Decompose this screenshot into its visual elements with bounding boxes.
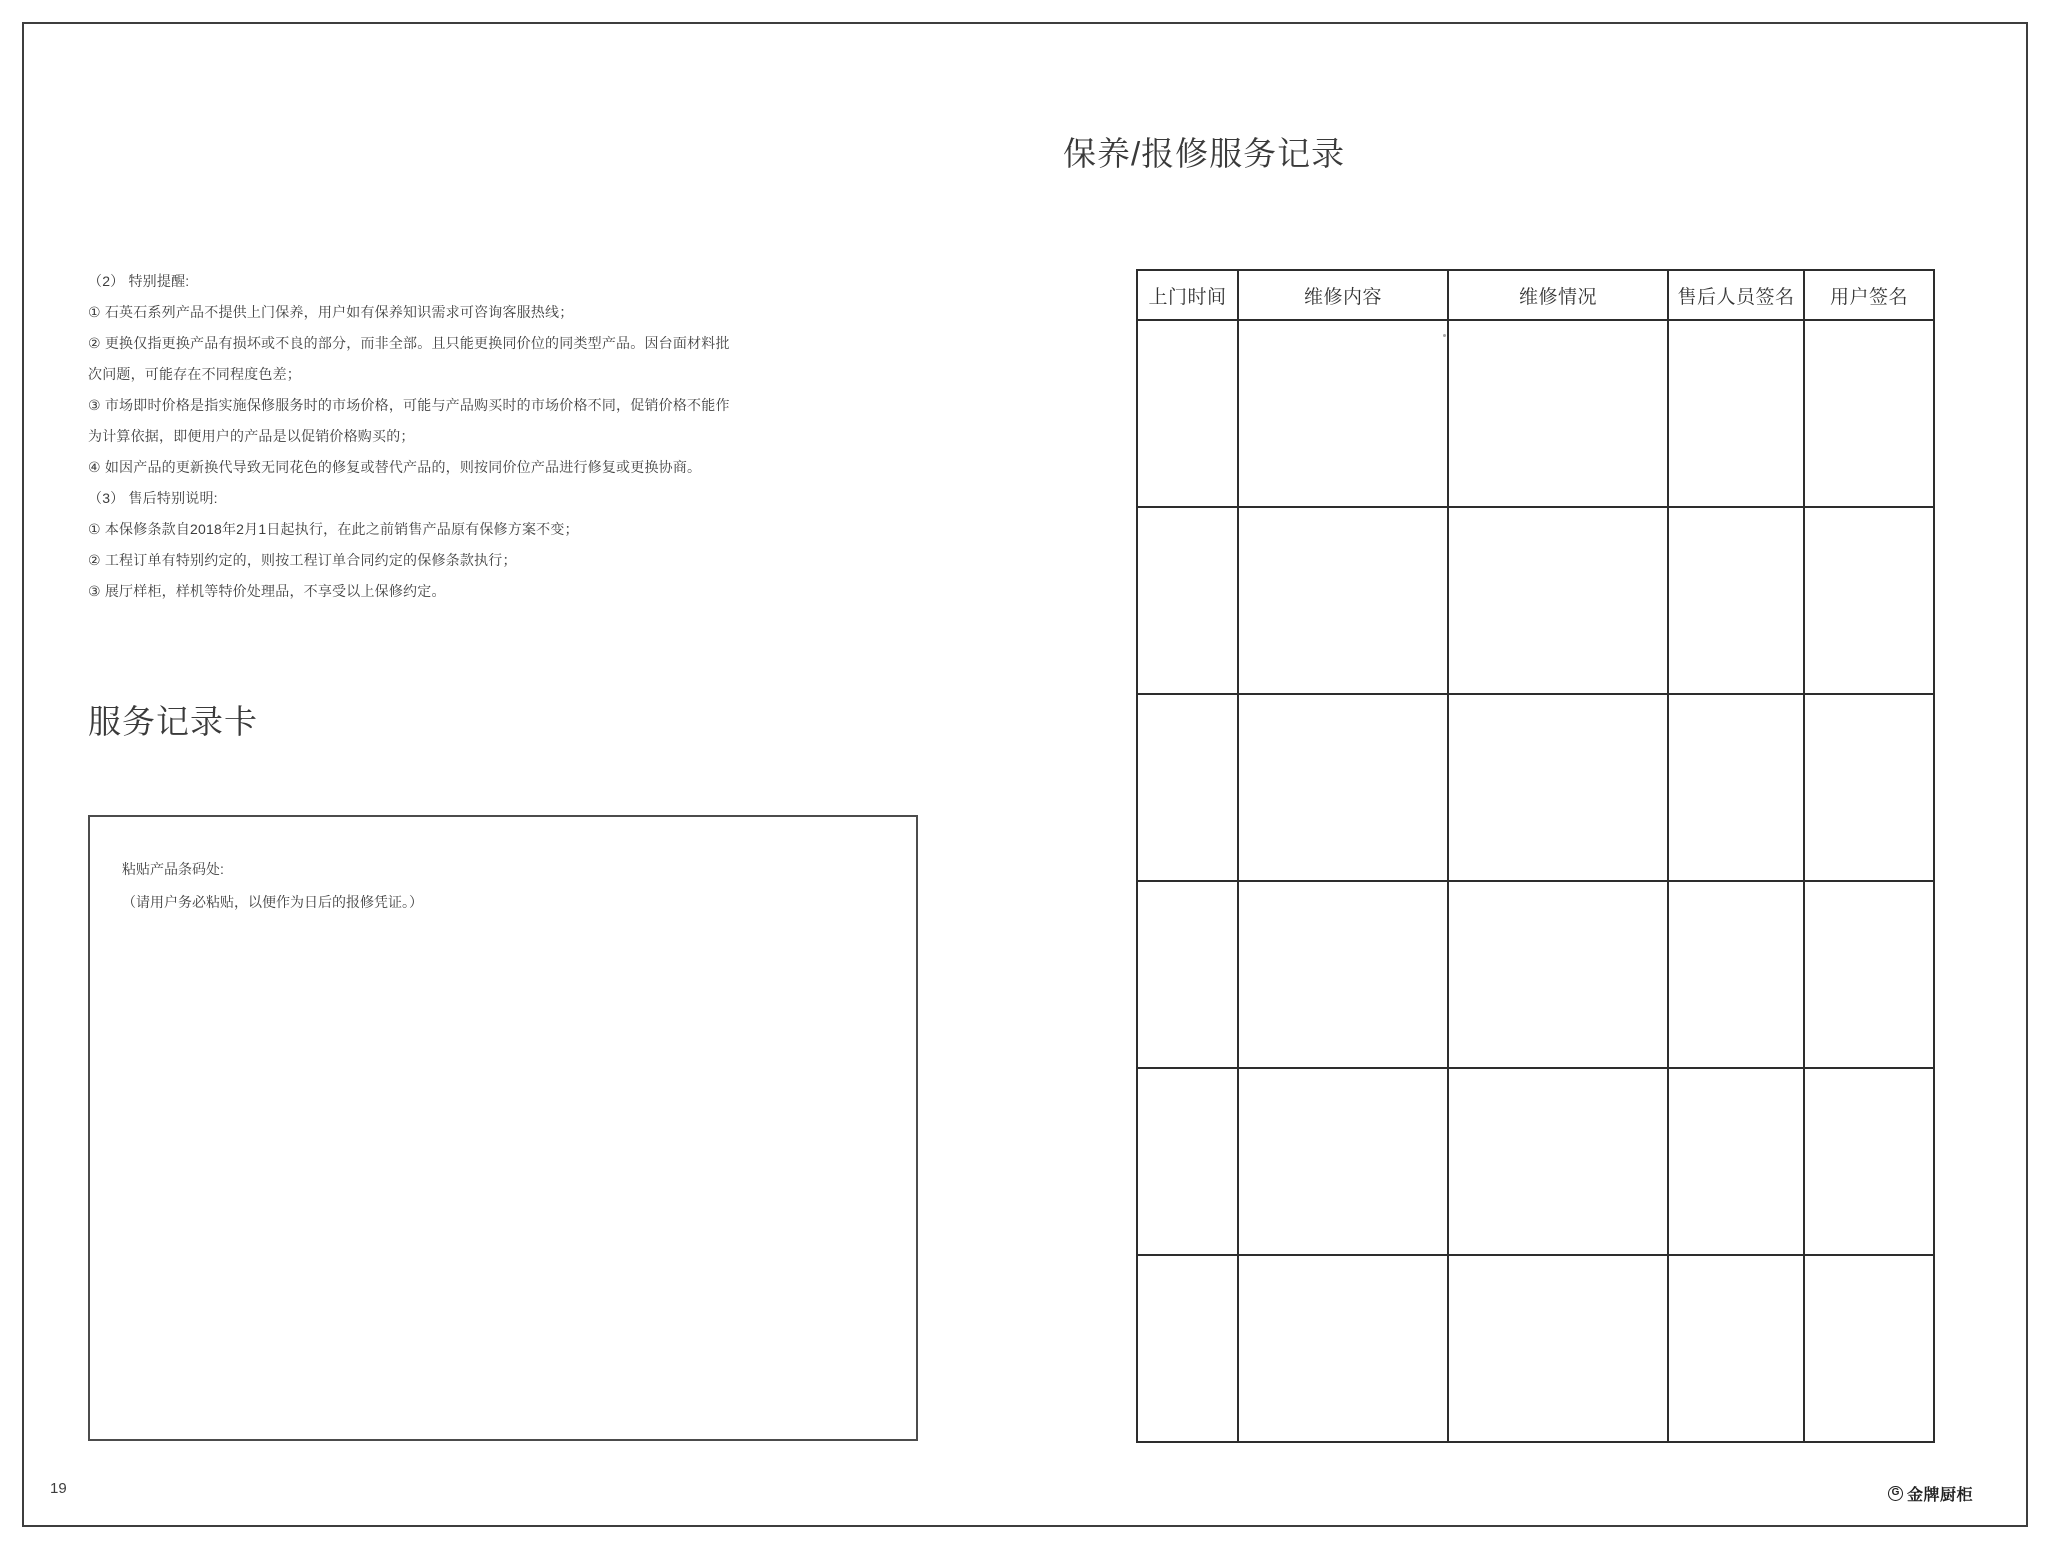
table-cell: [1137, 1255, 1238, 1442]
table-cell: [1804, 1068, 1934, 1255]
note-line: ① 石英石系列产品不提供上门保养，用户如有保养知识需求可咨询客服热线；: [88, 304, 574, 320]
table-cell: [1668, 507, 1804, 694]
column-header-staff-signature: 售后人员签名: [1668, 270, 1804, 320]
table-cell: [1448, 881, 1668, 1068]
brand-monogram-icon: G: [1888, 1486, 1903, 1501]
table-row: [1137, 881, 1934, 1068]
table-cell: [1238, 881, 1448, 1068]
table-cell: [1668, 881, 1804, 1068]
note-line: ② 工程订单有特别约定的，则按工程订单合同约定的保修条款执行；: [88, 552, 517, 568]
note-line: ③ 市场即时价格是指实施保修服务时的市场价格，可能与产品购买时的市场价格不同，促销价格不能作: [88, 397, 730, 413]
table-cell: [1238, 1068, 1448, 1255]
service-table-body: [1137, 320, 1934, 1442]
table-cell: [1668, 1068, 1804, 1255]
table-cell: [1668, 320, 1804, 507]
table-cell: [1448, 1255, 1668, 1442]
barcode-note: （请用户务必粘贴，以便作为日后的报修凭证。）: [122, 894, 423, 910]
brand-logo: [1888, 1482, 1973, 1505]
table-cell: [1804, 694, 1934, 881]
service-card-title: 服务记录卡: [88, 703, 258, 740]
page-number: 19: [50, 1480, 67, 1497]
table-row: [1137, 507, 1934, 694]
table-cell: [1238, 507, 1448, 694]
note-line: （3） 售后特别说明:: [88, 490, 218, 506]
note-line: 次问题，可能存在不同程度色差；: [88, 366, 301, 382]
column-header-user-signature: 用户签名: [1804, 270, 1934, 320]
column-header-visit-time: 上门时间: [1137, 270, 1238, 320]
table-cell: [1238, 694, 1448, 881]
brand-name: 金牌厨柜: [1907, 1487, 1974, 1504]
record-title: 保养/报修服务记录: [1063, 135, 1346, 172]
table-cell: [1804, 507, 1934, 694]
note-line: ① 本保修条款自2018年2月1日起执行，在此之前销售产品原有保修方案不变；: [88, 521, 579, 537]
notes-paragraph: [88, 266, 730, 607]
table-cell: [1238, 1255, 1448, 1442]
note-line: （2） 特别提醒:: [88, 273, 190, 289]
note-line: 为计算依据，即便用户的产品是以促销价格购买的；: [88, 428, 415, 444]
table-cell: [1448, 507, 1668, 694]
table-cell: [1804, 320, 1934, 507]
note-line: ④ 如因产品的更新换代导致无同花色的修复或替代产品的，则按同价位产品进行修复或更换协商。: [88, 459, 702, 475]
column-header-repair-content: 维修内容: [1238, 270, 1448, 320]
table-cell: [1137, 694, 1238, 881]
barcode-label: 粘贴产品条码处:: [122, 861, 224, 877]
stray-mark: [1443, 334, 1446, 337]
table-row: [1137, 694, 1934, 881]
service-table: [1136, 269, 1935, 1443]
column-header-repair-status: 维修情况: [1448, 270, 1668, 320]
table-cell: [1238, 320, 1448, 507]
table-cell: [1137, 507, 1238, 694]
table-cell: [1448, 1068, 1668, 1255]
table-cell: [1448, 320, 1668, 507]
table-cell: [1137, 1068, 1238, 1255]
table-cell: [1137, 320, 1238, 507]
table-cell: [1137, 881, 1238, 1068]
table-cell: [1668, 694, 1804, 881]
note-line: ③ 展厅样柜，样机等特价处理品，不享受以上保修约定。: [88, 583, 446, 599]
note-line: ② 更换仅指更换产品有损坏或不良的部分，而非全部。且只能更换同价位的同类型产品。因台面材料批: [88, 335, 730, 351]
barcode-box: [88, 815, 918, 1441]
table-header-row: [1137, 270, 1934, 320]
table-cell: [1804, 881, 1934, 1068]
table-row: [1137, 1255, 1934, 1442]
table-row: [1137, 320, 1934, 507]
table-cell: [1668, 1255, 1804, 1442]
table-cell: [1804, 1255, 1934, 1442]
table-row: [1137, 1068, 1934, 1255]
table-cell: [1448, 694, 1668, 881]
